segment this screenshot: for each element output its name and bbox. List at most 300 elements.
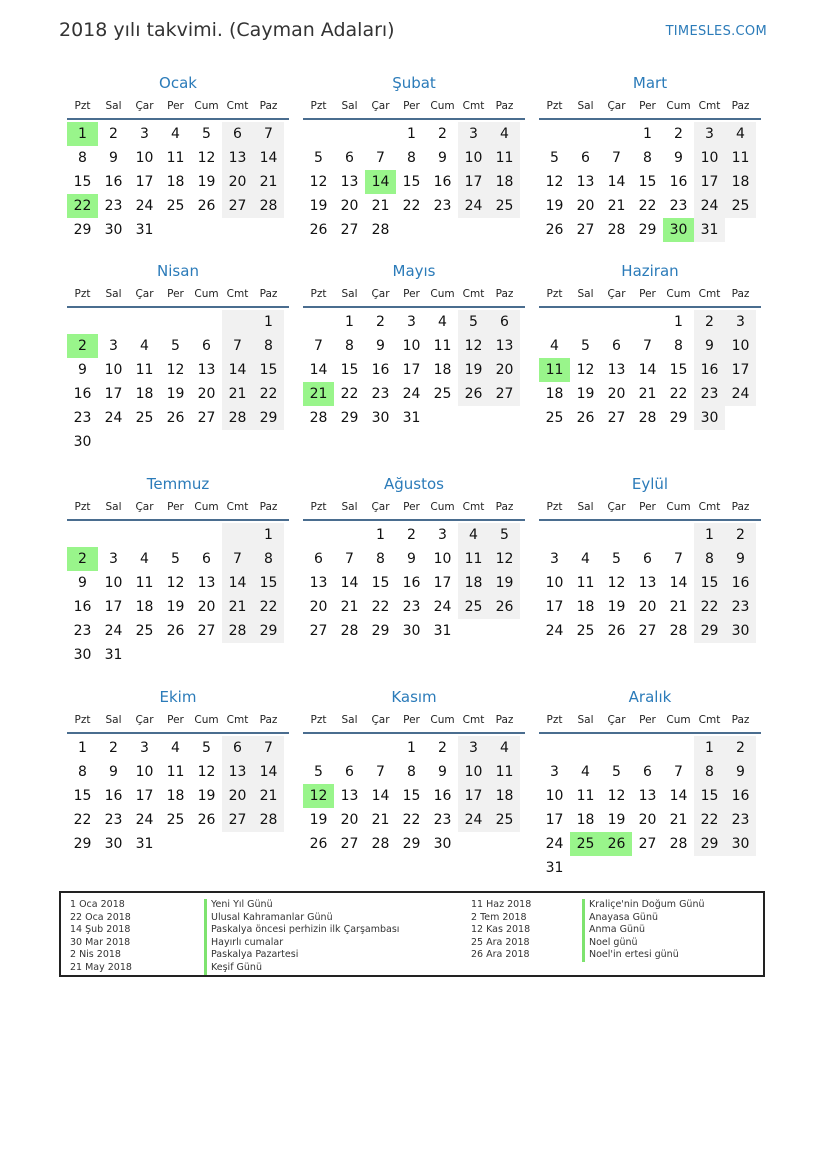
weekday-label: Pzt: [546, 501, 563, 513]
day-cell: 21: [222, 382, 253, 406]
day-cell: 26: [197, 812, 216, 828]
week-row: [67, 170, 289, 194]
day-cell: 24: [545, 623, 564, 639]
week-row: [67, 382, 289, 406]
weekday-label: Sal: [577, 714, 594, 726]
day-cell: 16: [73, 599, 92, 615]
day-cell: 26: [166, 410, 185, 426]
week-row: [539, 170, 761, 194]
day-cell: 30: [104, 836, 123, 852]
weekday-label: Çar: [371, 714, 390, 726]
weekday-label: Pzt: [74, 100, 91, 112]
holiday-date: 1 Oca 2018: [70, 899, 125, 910]
day-cell: 28: [669, 836, 688, 852]
empty-day-cell: [570, 523, 601, 547]
empty-day-cell: [98, 310, 129, 334]
weekday-label: Cum: [430, 288, 455, 300]
weekday-label: Çar: [607, 100, 626, 112]
empty-day-cell: [663, 736, 694, 760]
day-cell: 14: [253, 146, 284, 170]
holiday-names-column: [582, 899, 705, 962]
day-cell: 4: [140, 551, 149, 567]
week-row: [539, 310, 761, 334]
day-cell: 19: [489, 571, 520, 595]
day-cell: 6: [222, 736, 253, 760]
day-cell: 23: [73, 410, 92, 426]
day-cell: 23: [433, 198, 452, 214]
weekday-label: Sal: [105, 288, 122, 300]
weekday-label: Paz: [259, 288, 278, 300]
day-cell: 17: [694, 170, 725, 194]
empty-day-cell: [489, 406, 520, 430]
day-cell: 26: [309, 836, 328, 852]
month-block: [539, 70, 761, 242]
weekday-label: Çar: [135, 100, 154, 112]
weekday-label: Cum: [430, 501, 455, 513]
day-cell: 21: [371, 812, 390, 828]
day-cell: 18: [135, 599, 154, 615]
empty-day-cell: [222, 310, 253, 334]
day-cell: 25: [433, 386, 452, 402]
empty-day-cell: [663, 856, 694, 880]
day-cell: 28: [638, 410, 657, 426]
day-cell: 13: [638, 575, 657, 591]
day-cell: 10: [135, 764, 154, 780]
day-cell: 9: [694, 334, 725, 358]
weekday-label: Sal: [341, 100, 358, 112]
week-row: [303, 784, 525, 808]
weekday-header: [67, 497, 289, 521]
weekday-label: Cum: [194, 501, 219, 513]
day-cell: 18: [545, 386, 564, 402]
week-row: [303, 760, 525, 784]
week-row: [539, 571, 761, 595]
week-row: [303, 310, 525, 334]
holiday-date: 14 Şub 2018: [70, 924, 131, 936]
day-cell: 18: [458, 571, 489, 595]
day-cell: 5: [171, 551, 180, 567]
week-row: [539, 784, 761, 808]
holiday-date: 2 Tem 2018: [471, 911, 527, 923]
day-cell: 22: [253, 382, 284, 406]
holiday-day-cell: 22: [67, 194, 98, 218]
day-cell: 25: [576, 623, 595, 639]
day-cell: 17: [545, 812, 564, 828]
weekday-label: Cmt: [226, 100, 249, 112]
day-cell: 21: [371, 198, 390, 214]
day-cell: 15: [402, 788, 421, 804]
day-cell: 7: [253, 122, 284, 146]
day-cell: 13: [197, 362, 216, 378]
weekday-label: Paz: [495, 714, 514, 726]
day-cell: 14: [669, 788, 688, 804]
holiday-day-cell: 26: [601, 832, 632, 856]
week-row: [67, 122, 289, 146]
weekday-label: Cmt: [698, 714, 721, 726]
day-cell: 19: [309, 198, 328, 214]
month-block: [539, 684, 761, 880]
empty-day-cell: [191, 310, 222, 334]
day-cell: 16: [694, 358, 725, 382]
day-cell: 21: [340, 599, 359, 615]
empty-day-cell: [129, 430, 160, 454]
weekday-label: Per: [639, 288, 656, 300]
weekday-label: Çar: [135, 714, 154, 726]
day-cell: 23: [73, 623, 92, 639]
day-cell: 27: [576, 222, 595, 238]
weekday-label: Paz: [731, 501, 750, 513]
week-row: [539, 547, 761, 571]
day-cell: 17: [545, 599, 564, 615]
weekday-label: Cmt: [462, 714, 485, 726]
day-cell: 8: [694, 760, 725, 784]
day-cell: 20: [638, 599, 657, 615]
day-cell: 7: [674, 764, 683, 780]
day-cell: 5: [612, 551, 621, 567]
day-cell: 29: [253, 619, 284, 643]
day-cell: 5: [550, 150, 559, 166]
empty-day-cell: [365, 122, 396, 146]
weekday-label: Sal: [577, 100, 594, 112]
weekday-label: Per: [639, 100, 656, 112]
day-cell: 20: [222, 784, 253, 808]
day-cell: 8: [78, 150, 87, 166]
empty-day-cell: [601, 856, 632, 880]
weekday-label: Çar: [371, 501, 390, 513]
day-cell: 6: [314, 551, 323, 567]
day-cell: 3: [694, 122, 725, 146]
day-cell: 3: [550, 551, 559, 567]
day-cell: 29: [694, 832, 725, 856]
day-cell: 27: [309, 623, 328, 639]
day-cell: 27: [340, 222, 359, 238]
empty-day-cell: [725, 856, 756, 880]
week-row: [67, 643, 289, 667]
weekday-label: Sal: [105, 714, 122, 726]
day-cell: 28: [669, 623, 688, 639]
weekday-label: Pzt: [310, 100, 327, 112]
empty-day-cell: [129, 523, 160, 547]
day-cell: 24: [458, 194, 489, 218]
day-cell: 25: [458, 595, 489, 619]
empty-day-cell: [253, 430, 284, 454]
day-cell: 24: [458, 808, 489, 832]
day-cell: 24: [433, 599, 452, 615]
day-cell: 10: [458, 760, 489, 784]
day-cell: 15: [73, 174, 92, 190]
day-cell: 2: [674, 126, 683, 142]
weekday-label: Paz: [495, 288, 514, 300]
weekday-label: Çar: [607, 501, 626, 513]
weekday-label: Per: [167, 100, 184, 112]
weekday-header: [67, 96, 289, 120]
week-row: [67, 832, 289, 856]
day-cell: 17: [135, 788, 154, 804]
empty-day-cell: [253, 643, 284, 667]
empty-day-cell: [222, 218, 253, 242]
day-cell: 2: [376, 314, 385, 330]
weekday-label: Per: [403, 288, 420, 300]
month-block: [67, 258, 289, 454]
day-cell: 12: [607, 788, 626, 804]
holiday-day-cell: 25: [570, 832, 601, 856]
weekday-label: Per: [403, 501, 420, 513]
week-row: [67, 760, 289, 784]
day-cell: 7: [376, 764, 385, 780]
day-cell: 24: [545, 836, 564, 852]
week-row: [303, 218, 525, 242]
weekday-label: Paz: [259, 714, 278, 726]
holiday-day-cell: 21: [303, 382, 334, 406]
day-cell: 22: [340, 386, 359, 402]
week-row: [67, 310, 289, 334]
day-cell: 22: [694, 595, 725, 619]
day-cell: 11: [135, 362, 154, 378]
empty-day-cell: [303, 523, 334, 547]
weekday-label: Per: [639, 501, 656, 513]
day-cell: 22: [253, 595, 284, 619]
day-cell: 12: [197, 150, 216, 166]
day-cell: 19: [166, 599, 185, 615]
weekday-label: Pzt: [546, 288, 563, 300]
day-cell: 16: [104, 788, 123, 804]
day-cell: 26: [166, 623, 185, 639]
day-cell: 31: [104, 647, 123, 663]
day-cell: 16: [73, 386, 92, 402]
weekday-label: Cum: [194, 714, 219, 726]
week-row: [67, 784, 289, 808]
month-name: Mart: [632, 74, 668, 92]
week-row: [303, 146, 525, 170]
day-cell: 24: [135, 198, 154, 214]
weekday-label: Paz: [495, 100, 514, 112]
day-cell: 18: [489, 784, 520, 808]
day-cell: 6: [643, 551, 652, 567]
day-cell: 3: [550, 764, 559, 780]
empty-day-cell: [253, 218, 284, 242]
empty-day-cell: [222, 523, 253, 547]
day-cell: 24: [135, 812, 154, 828]
day-cell: 25: [166, 812, 185, 828]
day-cell: 9: [725, 760, 756, 784]
day-cell: 1: [643, 126, 652, 142]
weekday-label: Per: [167, 714, 184, 726]
holiday-day-cell: 30: [663, 218, 694, 242]
day-cell: 20: [197, 599, 216, 615]
empty-day-cell: [570, 122, 601, 146]
day-cell: 10: [725, 334, 756, 358]
day-cell: 3: [438, 527, 447, 543]
day-cell: 7: [222, 334, 253, 358]
weekday-label: Pzt: [74, 288, 91, 300]
day-cell: 31: [402, 410, 421, 426]
empty-day-cell: [458, 619, 489, 643]
day-cell: 4: [171, 740, 180, 756]
day-cell: 4: [489, 122, 520, 146]
day-cell: 11: [458, 547, 489, 571]
week-row: [67, 334, 289, 358]
month-name: Ağustos: [384, 475, 444, 493]
day-cell: 18: [433, 362, 452, 378]
weekday-label: Pzt: [310, 288, 327, 300]
day-cell: 29: [253, 406, 284, 430]
weekday-label: Cum: [430, 100, 455, 112]
day-cell: 14: [222, 358, 253, 382]
weekday-label: Çar: [607, 714, 626, 726]
day-cell: 23: [402, 599, 421, 615]
day-cell: 13: [607, 362, 626, 378]
empty-day-cell: [632, 523, 663, 547]
day-cell: 11: [576, 575, 595, 591]
empty-day-cell: [334, 122, 365, 146]
week-row: [539, 760, 761, 784]
day-cell: 7: [345, 551, 354, 567]
day-cell: 15: [694, 571, 725, 595]
month-block: [539, 258, 761, 430]
holiday-date: 25 Ara 2018: [471, 936, 530, 948]
day-cell: 12: [309, 174, 328, 190]
holiday-names-column: [204, 899, 399, 975]
day-cell: 15: [73, 788, 92, 804]
day-cell: 18: [489, 170, 520, 194]
day-cell: 24: [725, 382, 756, 406]
day-cell: 4: [171, 126, 180, 142]
day-cell: 2: [725, 736, 756, 760]
weekday-header: [67, 284, 289, 308]
day-cell: 22: [638, 198, 657, 214]
month-block: [539, 471, 761, 643]
week-row: [67, 430, 289, 454]
week-row: [303, 832, 525, 856]
day-cell: 1: [253, 310, 284, 334]
day-cell: 25: [135, 623, 154, 639]
day-cell: 13: [638, 788, 657, 804]
holiday-list: [59, 891, 765, 977]
weekday-label: Cmt: [226, 288, 249, 300]
day-cell: 31: [135, 222, 154, 238]
week-row: [303, 194, 525, 218]
day-cell: 5: [314, 764, 323, 780]
day-cell: 12: [545, 174, 564, 190]
day-cell: 19: [197, 788, 216, 804]
day-cell: 5: [458, 310, 489, 334]
weekday-label: Cmt: [226, 714, 249, 726]
day-cell: 8: [694, 547, 725, 571]
empty-day-cell: [222, 430, 253, 454]
weekday-label: Per: [167, 501, 184, 513]
day-cell: 25: [545, 410, 564, 426]
day-cell: 11: [489, 760, 520, 784]
day-cell: 20: [197, 386, 216, 402]
weekday-label: Paz: [731, 100, 750, 112]
holiday-day-cell: 2: [67, 334, 98, 358]
day-cell: 8: [407, 150, 416, 166]
day-cell: 13: [340, 788, 359, 804]
day-cell: 28: [222, 406, 253, 430]
day-cell: 16: [433, 788, 452, 804]
weekday-label: Cum: [194, 288, 219, 300]
empty-day-cell: [458, 406, 489, 430]
day-cell: 7: [253, 736, 284, 760]
day-cell: 3: [458, 736, 489, 760]
weekday-label: Sal: [341, 501, 358, 513]
weekday-label: Cmt: [698, 501, 721, 513]
month-name: Şubat: [392, 74, 436, 92]
empty-day-cell: [191, 832, 222, 856]
week-row: [303, 808, 525, 832]
empty-day-cell: [663, 523, 694, 547]
day-cell: 19: [197, 174, 216, 190]
holiday-day-cell: 11: [539, 358, 570, 382]
week-row: [303, 523, 525, 547]
week-row: [539, 736, 761, 760]
holiday-name: Paskalya Pazartesi: [204, 949, 399, 962]
day-cell: 21: [253, 170, 284, 194]
day-cell: 9: [438, 150, 447, 166]
day-cell: 4: [581, 551, 590, 567]
day-cell: 13: [222, 146, 253, 170]
day-cell: 3: [140, 740, 149, 756]
day-cell: 19: [166, 386, 185, 402]
day-cell: 10: [545, 575, 564, 591]
weekday-header: [303, 96, 525, 120]
day-cell: 22: [73, 812, 92, 828]
day-cell: 23: [371, 386, 390, 402]
day-cell: 4: [140, 338, 149, 354]
day-cell: 25: [725, 194, 756, 218]
weekday-label: Çar: [135, 288, 154, 300]
day-cell: 8: [643, 150, 652, 166]
day-cell: 17: [104, 599, 123, 615]
day-cell: 20: [340, 812, 359, 828]
day-cell: 10: [545, 788, 564, 804]
empty-day-cell: [725, 218, 756, 242]
day-cell: 28: [253, 808, 284, 832]
empty-day-cell: [539, 310, 570, 334]
day-cell: 20: [309, 599, 328, 615]
week-row: [539, 122, 761, 146]
holiday-day-cell: 2: [67, 547, 98, 571]
day-cell: 28: [607, 222, 626, 238]
day-cell: 24: [104, 623, 123, 639]
day-cell: 29: [73, 836, 92, 852]
empty-day-cell: [489, 832, 520, 856]
weekday-label: Cmt: [462, 501, 485, 513]
week-row: [539, 146, 761, 170]
day-cell: 16: [371, 362, 390, 378]
day-cell: 30: [433, 836, 452, 852]
empty-day-cell: [427, 406, 458, 430]
day-cell: 18: [166, 788, 185, 804]
day-cell: 23: [669, 198, 688, 214]
week-row: [67, 358, 289, 382]
empty-day-cell: [160, 430, 191, 454]
day-cell: 11: [433, 338, 452, 354]
day-cell: 1: [407, 740, 416, 756]
day-cell: 19: [458, 358, 489, 382]
day-cell: 5: [314, 150, 323, 166]
day-cell: 5: [202, 740, 211, 756]
day-cell: 29: [73, 222, 92, 238]
week-row: [67, 571, 289, 595]
weekday-label: Pzt: [546, 714, 563, 726]
day-cell: 17: [458, 170, 489, 194]
month-name: Kasım: [391, 688, 437, 706]
day-cell: 6: [202, 551, 211, 567]
month-block: [303, 684, 525, 856]
page-title: 2018 yılı takvimi. (Cayman Adaları): [59, 19, 395, 41]
brand-link[interactable]: TIMESLES.COM: [665, 24, 767, 39]
